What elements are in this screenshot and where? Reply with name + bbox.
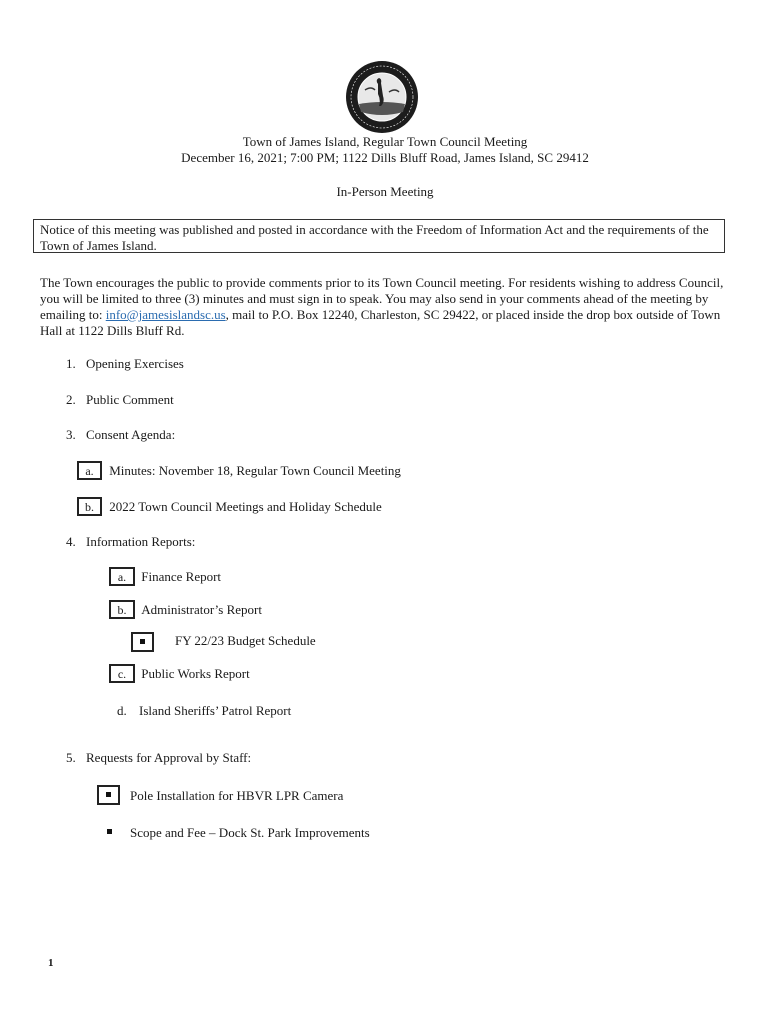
notice-text: Notice of this meeting was published and posted in accordance with the Freedom of Information Act and the requirements of the Town of James Island. (40, 222, 709, 253)
sub-label: Minutes: November 18, Regular Town Council Meeting (109, 463, 401, 478)
item-label: Consent Agenda: (86, 427, 176, 442)
sub-label: Public Works Report (141, 666, 250, 681)
agenda-item-consent (66, 427, 175, 443)
item-number: 4. (66, 534, 76, 549)
item-label: Opening Exercises (86, 356, 184, 371)
agenda-item-requests (66, 750, 251, 766)
request-pole-installation: Pole Installation for HBVR LPR Camera (130, 788, 344, 803)
sub-label: 2022 Town Council Meetings and Holiday Schedule (109, 499, 382, 514)
intro-text-end: , mail to P.O. Box 12240, Charleston, SC 29422, or placed inside the drop box outside of Town Hall at 1122 Dills Bluff Rd. (40, 307, 721, 338)
item-number: 2. (66, 392, 76, 407)
item-number: 3. (66, 427, 76, 442)
consent-sub-b (77, 497, 382, 516)
town-seal-logo (345, 60, 419, 134)
agenda-item-opening (66, 356, 184, 372)
email-link[interactable]: info@jamesislandsc.us (105, 307, 226, 322)
sub-label: Island Sheriffs’ Patrol Report (139, 703, 292, 718)
marker-box: a. (77, 461, 102, 480)
info-sub-a (109, 567, 221, 586)
meeting-title: Town of James Island, Regular Town Council Meeting (242, 134, 528, 149)
marker-box: b. (109, 600, 135, 619)
sub-marker: d. (117, 703, 127, 718)
marker-box: c. (109, 664, 135, 683)
bullet-box-icon (131, 632, 154, 652)
agenda-item-information (66, 534, 195, 550)
item-number: 1. (66, 356, 76, 371)
public-notice-box (33, 219, 725, 253)
budget-schedule-bullet: FY 22/23 Budget Schedule (175, 633, 316, 648)
marker-box: b. (77, 497, 102, 516)
agenda-item-public-comment (66, 392, 174, 408)
item-label: Information Reports: (86, 534, 196, 549)
meeting-type: In-Person Meeting (336, 184, 434, 199)
consent-sub-a (77, 461, 401, 480)
info-sub-d (117, 703, 291, 719)
info-sub-b (109, 600, 262, 619)
item-label: Requests for Approval by Staff: (86, 750, 252, 765)
page-number: 1 (48, 957, 54, 969)
info-sub-c (109, 664, 250, 683)
bullet-icon (107, 829, 112, 834)
public-comment-paragraph (40, 275, 730, 339)
sub-label: Finance Report (141, 569, 222, 584)
sub-label: Administrator’s Report (141, 602, 262, 617)
marker-box: a. (109, 567, 135, 586)
bullet-box-icon (97, 785, 120, 805)
item-label: Public Comment (86, 392, 174, 407)
request-dock-park: Scope and Fee – Dock St. Park Improvements (130, 825, 370, 840)
meeting-date-location: December 16, 2021; 7:00 PM; 1122 Dills Bluff Road, James Island, SC 29412 (181, 150, 589, 165)
intro-text-start: The Town encourages the public to provide comments prior to its Town Council meeting. For residents wishing to address Council, you will be limited to three (3) minutes and must sign in to speak. You may also send in your comments ahead of the meeting by emailing to: (40, 275, 724, 322)
item-number: 5. (66, 750, 76, 765)
